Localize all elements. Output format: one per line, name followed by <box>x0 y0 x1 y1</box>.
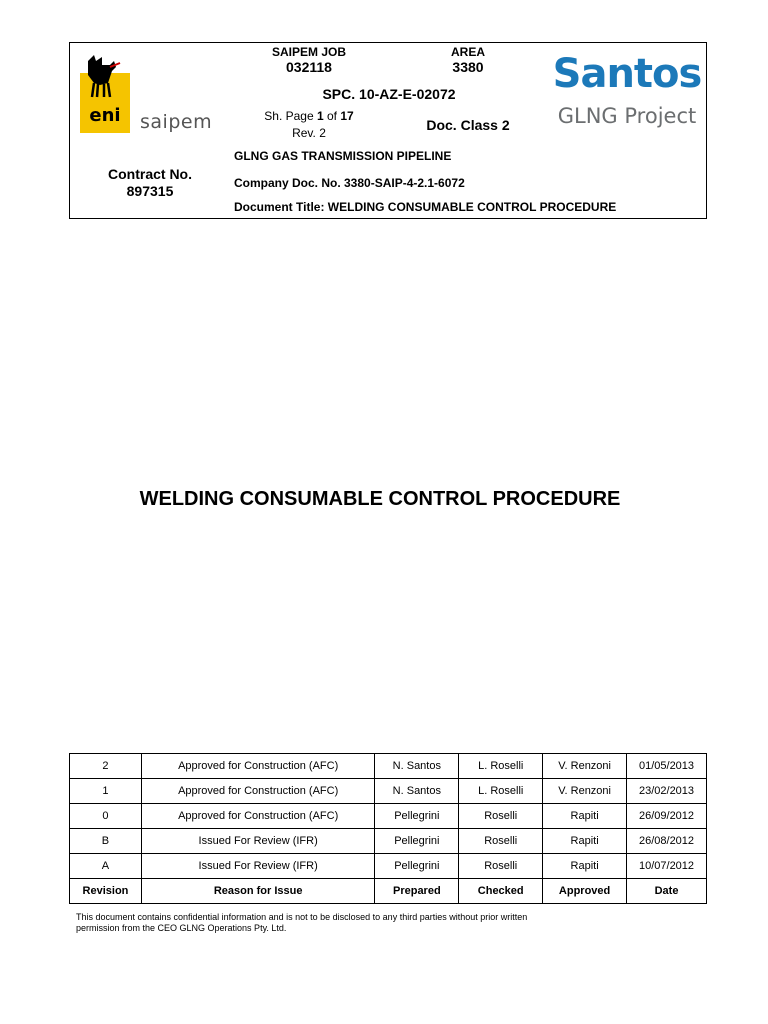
saipem-job-value: 032118 <box>286 59 332 75</box>
document-title-label: Document Title: <box>234 200 325 214</box>
table-cell: 2 <box>70 754 142 779</box>
table-cell: N. Santos <box>375 779 459 804</box>
company-logos-cell <box>70 43 230 143</box>
table-cell: V. Renzoni <box>543 779 627 804</box>
eni-logo-text: eni <box>89 105 121 126</box>
table-cell: 0 <box>70 804 142 829</box>
table-cell: Rapiti <box>543 854 627 879</box>
table-cell: 26/08/2012 <box>627 829 707 854</box>
contract-value: 897315 <box>126 183 174 199</box>
revision-table <box>69 753 707 904</box>
santos-glng-logo-cell <box>548 43 706 143</box>
contract-cell <box>70 143 230 219</box>
contract-label: Contract No. <box>108 166 192 182</box>
table-cell: Pellegrini <box>375 829 459 854</box>
table-cell: Pellegrini <box>375 854 459 879</box>
area-value: 3380 <box>452 59 484 75</box>
table-row <box>70 829 707 854</box>
table-cell: Roselli <box>459 829 543 854</box>
table-cell: Rapiti <box>543 804 627 829</box>
saipem-job-cell <box>230 43 388 79</box>
table-cell: Approved for Construction (AFC) <box>141 779 374 804</box>
table-cell: 01/05/2013 <box>627 754 707 779</box>
document-title-row <box>230 196 706 219</box>
confidentiality-notice <box>76 912 596 934</box>
table-cell: Roselli <box>459 854 543 879</box>
table-cell: Approved for Construction (AFC) <box>141 804 374 829</box>
spc-number: SPC. 10-AZ-E-02072 <box>322 86 456 102</box>
page-title: WELDING CONSUMABLE CONTROL PROCEDURE <box>139 488 621 510</box>
table-row <box>70 779 707 804</box>
table-cell: A <box>70 854 142 879</box>
column-header: Date <box>627 879 707 904</box>
table-row <box>70 754 707 779</box>
revision-table-body <box>70 754 707 904</box>
table-cell: 1 <box>70 779 142 804</box>
confidentiality-line-2: permission from the CEO GLNG Operations Pty. Ltd. <box>76 923 287 933</box>
table-row <box>70 854 707 879</box>
saipem-job-label: SAIPEM JOB <box>271 45 346 59</box>
column-header: Checked <box>459 879 543 904</box>
table-cell: Pellegrini <box>375 804 459 829</box>
sheet-page-prefix: Sh. Page <box>264 109 317 123</box>
glng-project-logo: GLNG Project <box>557 104 697 128</box>
confidentiality-line-1: This document contains confidential information and is not to be disclosed to any third parties without prior written <box>76 912 528 922</box>
table-cell: V. Renzoni <box>543 754 627 779</box>
table-cell: 26/09/2012 <box>627 804 707 829</box>
table-cell: Approved for Construction (AFC) <box>141 754 374 779</box>
eni-six-legged-dog-logo <box>80 53 130 133</box>
column-header: Approved <box>543 879 627 904</box>
table-row <box>70 804 707 829</box>
sheet-page-cell <box>230 109 388 125</box>
table-cell: 23/02/2013 <box>627 779 707 804</box>
sheet-page-number: 1 <box>316 109 324 123</box>
column-header: Prepared <box>375 879 459 904</box>
sheet-page-total: 17 <box>340 109 354 123</box>
doc-class-cell: Doc. Class 2 <box>426 117 510 133</box>
spc-number-cell <box>230 79 548 109</box>
sheet-page-of: of <box>323 109 341 123</box>
column-header: Reason for Issue <box>141 879 374 904</box>
revision-cell: Rev. 2 <box>292 126 326 140</box>
area-cell <box>388 43 548 79</box>
table-cell: B <box>70 829 142 854</box>
saipem-logo: saipem <box>140 111 213 133</box>
santos-logo: Santos <box>552 51 702 97</box>
table-header-row <box>70 879 707 904</box>
table-cell: Issued For Review (IFR) <box>141 854 374 879</box>
document-header <box>69 42 707 219</box>
table-cell: L. Roselli <box>459 754 543 779</box>
company-doc-number: Company Doc. No. 3380-SAIP-4-2.1-6072 <box>234 176 465 190</box>
table-cell: L. Roselli <box>459 779 543 804</box>
column-header: Revision <box>70 879 142 904</box>
project-name: GLNG GAS TRANSMISSION PIPELINE <box>234 149 452 163</box>
document-title-value: WELDING CONSUMABLE CONTROL PROCEDURE <box>327 200 617 214</box>
table-cell: Issued For Review (IFR) <box>141 829 374 854</box>
table-cell: 10/07/2012 <box>627 854 707 879</box>
table-cell: N. Santos <box>375 754 459 779</box>
table-cell: Roselli <box>459 804 543 829</box>
table-cell: Rapiti <box>543 829 627 854</box>
area-label: AREA <box>450 45 485 59</box>
